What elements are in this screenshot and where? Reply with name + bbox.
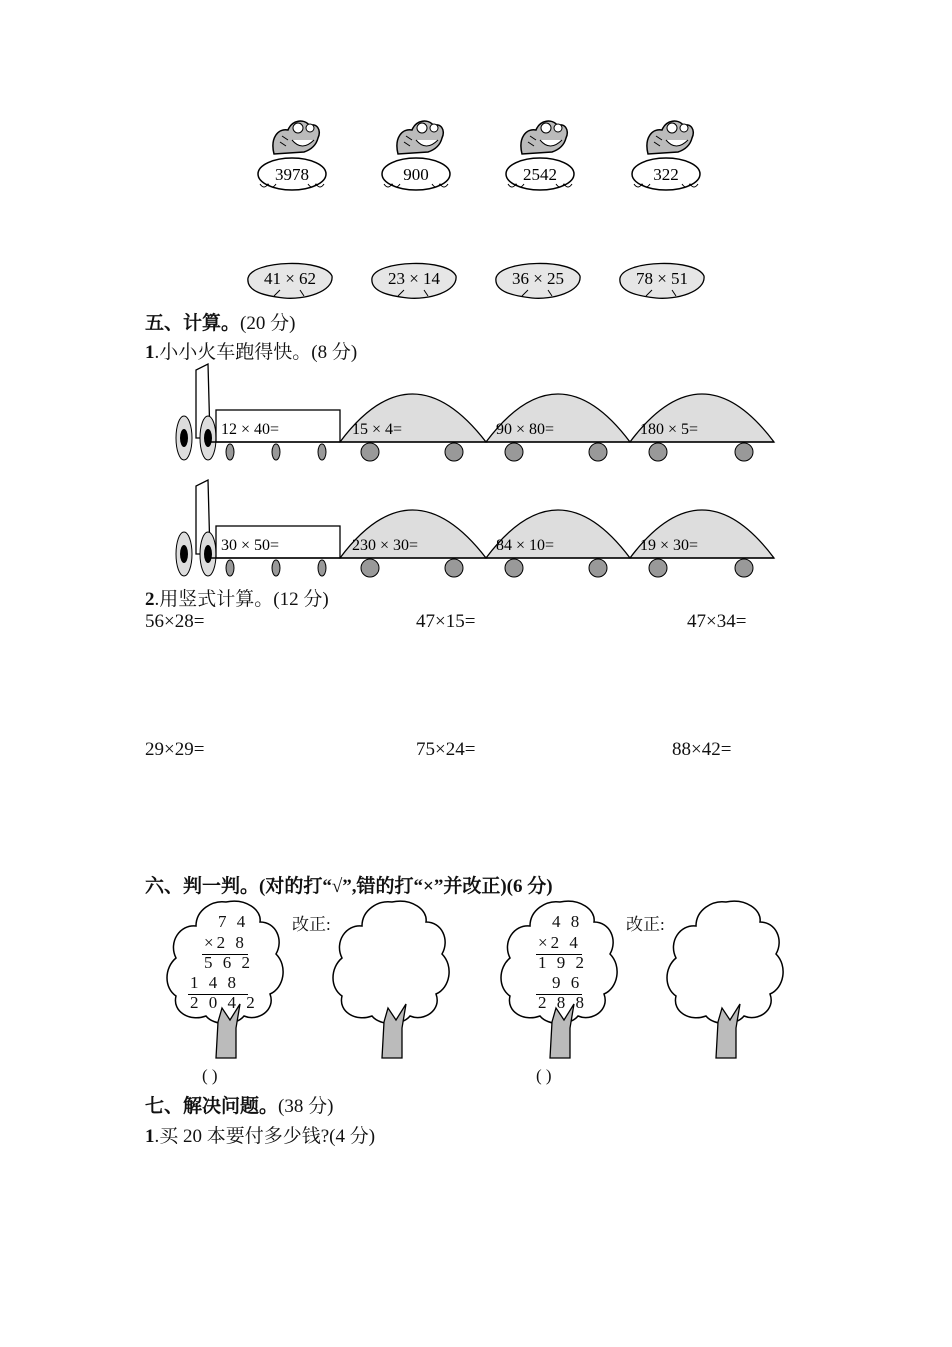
leaf-3 [492, 256, 584, 302]
frog-4 [626, 112, 706, 196]
section6-heading: 六、判一判。(对的打“√”,错的打“×”并改正)(6 分) [145, 876, 553, 897]
frog-graphics [0, 110, 952, 200]
train2-car-2: 230 × 30= [352, 537, 419, 554]
frog-icon [626, 112, 706, 196]
frog-1 [252, 112, 332, 196]
section7-title: 七、解决问题。 [145, 1096, 279, 1117]
leaf-expression: 23 × 14 [387, 269, 441, 288]
frog-2 [376, 112, 456, 196]
answer-paren-1[interactable]: ( ) [202, 1066, 218, 1085]
frog-number: 322 [653, 165, 679, 184]
train1-car-4: 180 × 5= [640, 421, 699, 438]
calc-2-p2: 9 6 [552, 973, 583, 992]
vertical-calc-5: 75×24= [416, 739, 476, 760]
calc-2-b: ×2 4 [538, 933, 581, 952]
tree-4[interactable] [664, 896, 788, 1062]
frog-row [0, 110, 952, 200]
leaf-expression: 78 × 51 [635, 269, 689, 288]
train-icon [170, 478, 780, 582]
q2-number: 2 [145, 589, 155, 610]
leaf-expression: 41 × 62 [263, 269, 317, 288]
section5-heading [145, 308, 295, 335]
tree-icon [664, 896, 788, 1062]
q2-text: .用竖式计算。(12 分) [154, 589, 329, 610]
section5-q1 [145, 337, 357, 364]
s7-q1-text: .买 20 本要付多少钱?(4 分) [154, 1126, 376, 1147]
frog-number: 3978 [275, 165, 309, 184]
calc-1-p2: 1 4 8 [190, 973, 239, 992]
frog-icon [376, 112, 456, 196]
leaf-4 [616, 256, 708, 302]
correction-label-2: 改正: [626, 915, 665, 934]
train2-car-4: 19 × 30= [640, 537, 699, 554]
calc-2-result: 2 8 8 [538, 993, 587, 1012]
leaf-expression: 36 × 25 [511, 269, 565, 288]
section5-points: (20 分) [240, 313, 296, 334]
frog-3 [500, 112, 580, 196]
vertical-calc-6: 88×42= [672, 739, 732, 760]
frog-icon [252, 112, 332, 196]
vertical-calc-4: 29×29= [145, 739, 205, 760]
train-icon [170, 362, 780, 466]
vertical-calc-3: 47×34= [687, 611, 747, 632]
calc-2-a: 4 8 [552, 912, 583, 931]
tree-icon [330, 896, 454, 1062]
frog-number: 2542 [523, 165, 557, 184]
calc-1-result: 2 0 4 2 [190, 993, 258, 1012]
section5-q2 [145, 584, 329, 611]
leaf-icon [492, 256, 584, 302]
section7-q1 [145, 1121, 375, 1148]
vertical-calc-1: 56×28= [145, 611, 205, 632]
q1-number: 1 [145, 342, 155, 363]
section5-title: 五、计算。 [145, 313, 241, 334]
tree-2[interactable] [330, 896, 454, 1062]
leaf-icon [244, 256, 336, 302]
frog-number: 900 [403, 165, 429, 184]
frog-icon [500, 112, 580, 196]
answer-paren-2[interactable]: ( ) [536, 1066, 552, 1085]
q1-text: .小小火车跑得快。(8 分) [154, 342, 358, 363]
leaf-icon [368, 256, 460, 302]
leaf-icon [616, 256, 708, 302]
section7-points: (38 分) [278, 1096, 334, 1117]
leaf-2 [368, 256, 460, 302]
calc-1-b: ×2 8 [204, 933, 247, 952]
calc-1-a: 7 4 [218, 912, 249, 931]
train-1 [170, 362, 780, 466]
train1-car-1: 12 × 40= [221, 421, 280, 438]
section7-heading [145, 1091, 333, 1118]
s7-q1-number: 1 [145, 1126, 155, 1147]
vertical-calc-2: 47×15= [416, 611, 476, 632]
train1-car-2: 15 × 4= [352, 421, 403, 438]
leaf-1 [244, 256, 336, 302]
calc-1-p1: 5 6 2 [204, 953, 253, 972]
train2-car-3: 84 × 10= [496, 537, 555, 554]
correction-label-1: 改正: [292, 915, 331, 934]
train1-car-3: 90 × 80= [496, 421, 555, 438]
train-2 [170, 478, 780, 582]
calc-2-p1: 1 9 2 [538, 953, 587, 972]
train2-car-1: 30 × 50= [221, 537, 280, 554]
